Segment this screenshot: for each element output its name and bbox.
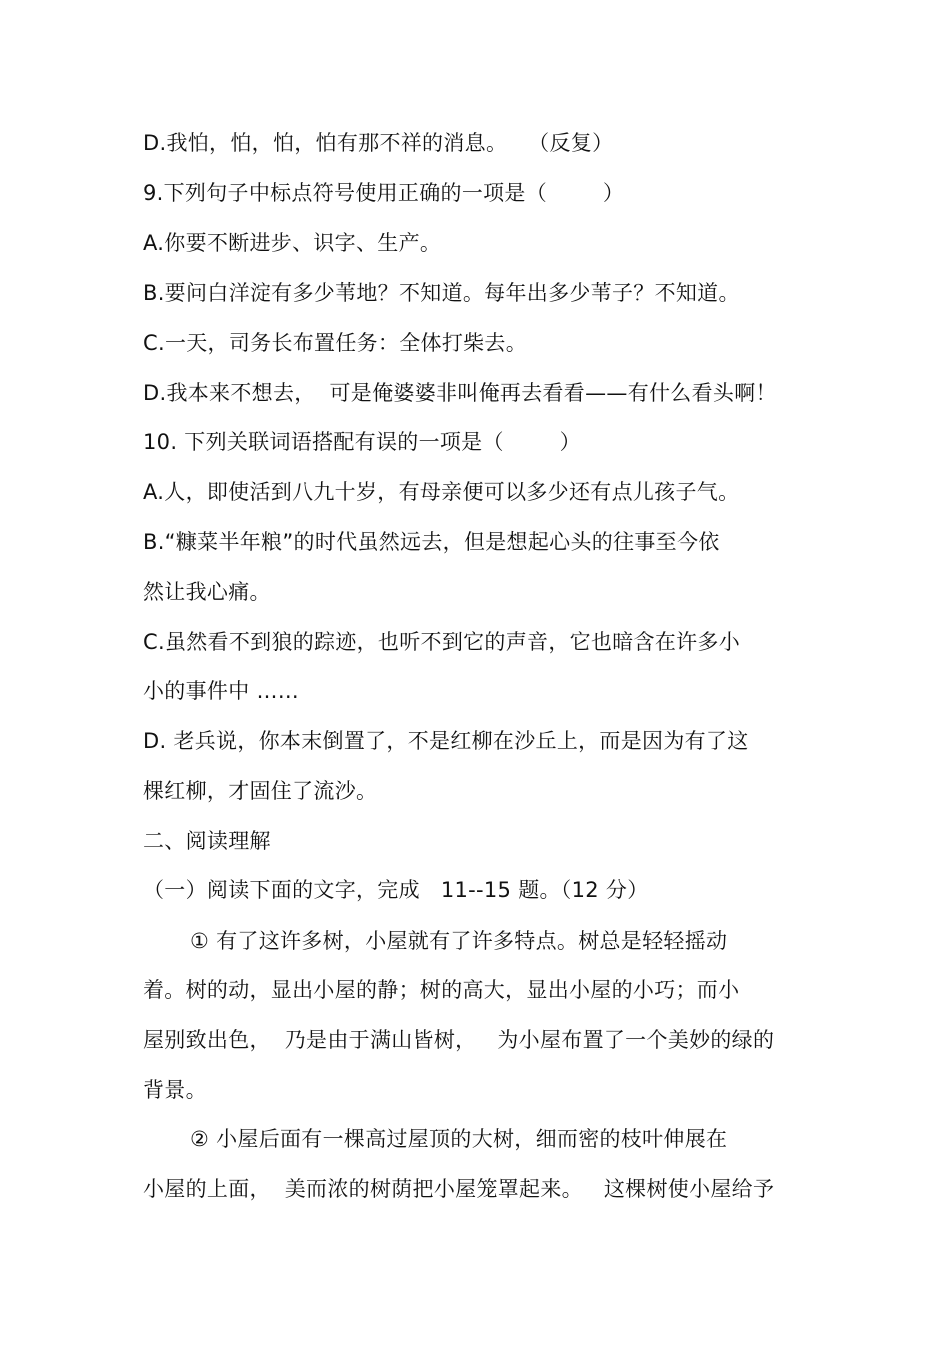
option-b-q9: B.要问白洋淀有多少苇地？不知道。每年出多少苇子？不知道。 xyxy=(143,281,740,305)
option-c-q9: C.一天，司务长布置任务：全体打柴去。 xyxy=(143,331,528,355)
option-a-q9: A.你要不断进步、识字、生产。 xyxy=(143,231,442,255)
reading-instruction: （一）阅读下面的文字，完成 11--15 题。（12 分） xyxy=(143,878,649,902)
paragraph-1-line-2: 着。树的动，显出小屋的静；树的高大，显出小屋的小巧；而小 xyxy=(143,978,740,1002)
option-d-q10-cont: 棵红柳，才固住了流沙。 xyxy=(143,779,378,803)
question-10: 10. 下列关联词语搭配有误的一项是（ ） xyxy=(143,430,581,454)
option-c-q10: C.虽然看不到狼的踪迹，也听不到它的声音，它也暗含在许多小 xyxy=(143,630,741,654)
option-b-q10-cont: 然让我心痛。 xyxy=(143,580,271,604)
option-d-q8: D.我怕，怕，怕，怕有那不祥的消息。 （反复） xyxy=(143,131,614,155)
option-a-q10: A.人，即使活到八九十岁，有母亲便可以多少还有点儿孩子气。 xyxy=(143,480,740,504)
paragraph-1-line-4: 背景。 xyxy=(143,1078,207,1102)
paragraph-2-line-2: 小屋的上面， 美而浓的树荫把小屋笼罩起来。 这棵树使小屋给予 xyxy=(143,1177,775,1201)
section-heading: 二、阅读理解 xyxy=(143,829,271,853)
option-d-q10: D. 老兵说，你本末倒置了，不是红柳在沙丘上，而是因为有了这 xyxy=(143,729,749,753)
question-9: 9.下列句子中标点符号使用正确的一项是（ ） xyxy=(143,181,625,205)
option-c-q10-cont: 小的事件中 …… xyxy=(143,679,300,703)
option-b-q10: B.“糠菜半年粮”的时代虽然远去，但是想起心头的往事至今依 xyxy=(143,530,720,554)
paragraph-1-line-3: 屋别致出色， 乃是由于满山皆树， 为小屋布置了一个美妙的绿的 xyxy=(143,1028,775,1052)
paragraph-2: ② 小屋后面有一棵高过屋顶的大树，细而密的枝叶伸展在 xyxy=(190,1127,728,1151)
paragraph-1: ① 有了这许多树，小屋就有了许多特点。树总是轻轻摇动 xyxy=(190,929,728,953)
option-d-q9: D.我本来不想去， 可是俺婆婆非叫俺再去看看——有什么看头啊！ xyxy=(143,381,777,405)
